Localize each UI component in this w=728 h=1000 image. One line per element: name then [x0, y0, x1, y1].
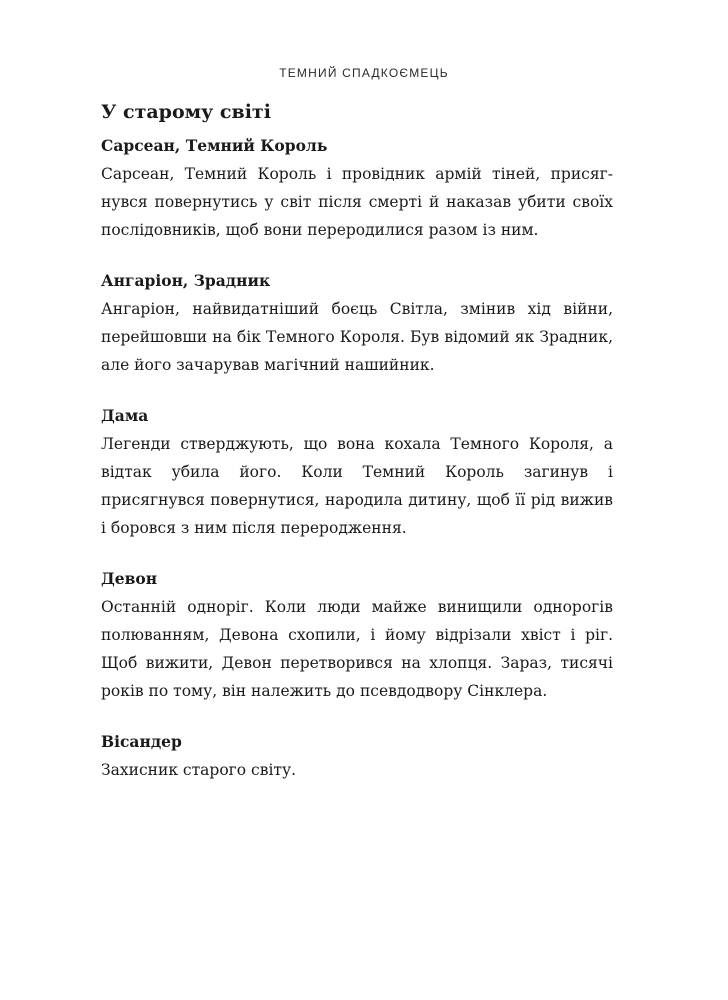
character-entry-devon [101, 565, 613, 705]
character-name: Ангаріон, Зрадник [101, 271, 271, 290]
character-name: Девон [101, 569, 158, 588]
section-title: У старому світі [101, 101, 271, 123]
running-header: ТЕМНИЙ СПАДКОЄМЕЦЬ [279, 66, 449, 80]
character-description: Легенди стверджують, що вона кохала Темного Короля, а відтак убила його. Коли Темний Король загинув і присягнувся повернутися, народила дитину, щоб її рід вижив і боровся з ним після переродження. [101, 435, 613, 537]
character-entry-visander [101, 728, 613, 784]
character-name: Дама [101, 406, 149, 425]
character-description: Сарсеан, Темний Король і провідник армій тіней, присягнувся повернутись у світ після смерті й наказав убити своїх послідовників, щоб вони переродилися разом із ним. [101, 165, 613, 239]
character-description: Захисник старого світу. [101, 761, 297, 779]
character-entry-sarsean [101, 132, 613, 244]
character-description: Останній одноріг. Коли люди майже винищили однорогів полюванням, Девона схопили, і йому відрізали хвіст і ріг. Щоб вижити, Девон перетворився на хлопця. Зараз, тисячі років по тому, він належить до псевдодвору Сінклера. [101, 598, 613, 700]
character-entry-lady [101, 402, 613, 542]
character-entry-angarion [101, 267, 613, 379]
character-description: Ангаріон, найвидатніший боєць Світла, змінив хід війни, перейшовши на бік Темного Короля. Був відомий як Зрадник, але його зачарував магічний нашийник. [101, 300, 613, 374]
character-name: Вісандер [101, 732, 182, 751]
character-name: Сарсеан, Темний Король [101, 136, 328, 155]
page-body [101, 98, 613, 807]
